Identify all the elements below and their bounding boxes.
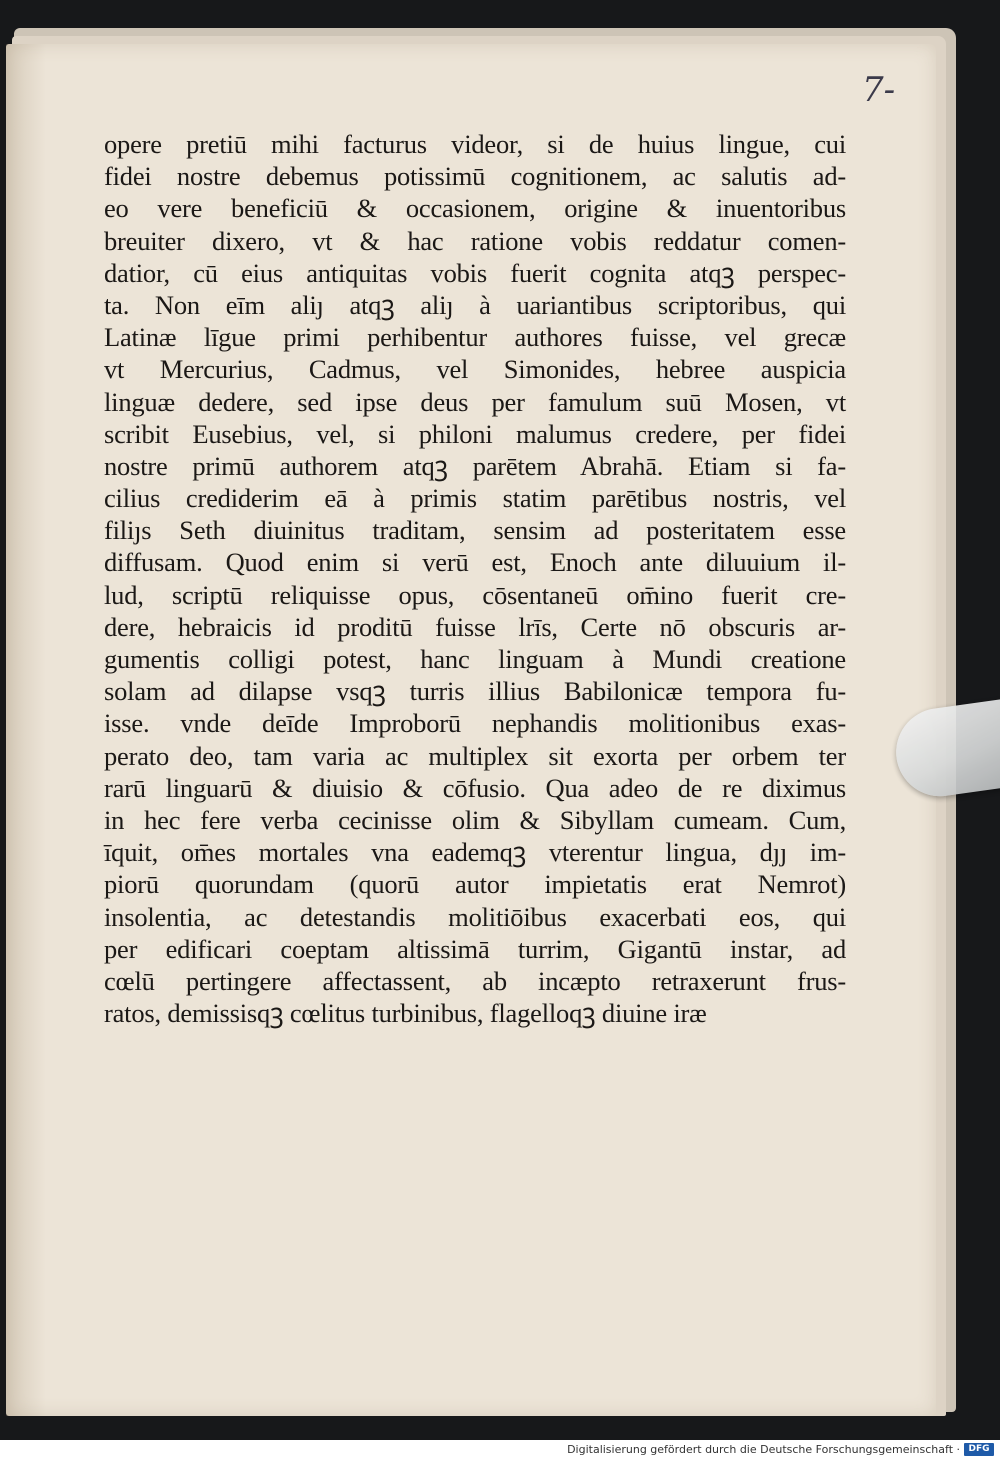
page-binding-shade	[6, 44, 46, 1416]
digitization-credit: Digitalisierung gefördert durch die Deutsche Forschungsgemeinschaft ·	[567, 1443, 960, 1456]
text-line: nostre primū authorem atqꝫ parētem Abrahā. Etiam si fa-	[104, 450, 846, 481]
text-line: gumentis colligi potest, hanc linguam à Mundi creatione	[104, 644, 846, 674]
text-line: linguæ dedere, sed ipse deus per famulum suū Mosen, vt	[104, 386, 846, 417]
text-line: ta. Non eīm aliȷ atqꝫ aliȷ à uariantibus scriptoribus, qui	[104, 289, 846, 320]
text-line: isse. vnde deīde Improborū nephandis molitionibus exas-	[104, 708, 846, 739]
text-line: cilius crediderim eā à primis statim parētibus nostris, vel	[104, 483, 846, 514]
text-line: insolentia, ac detestandis molitiōibus exacerbati eos, qui	[104, 901, 846, 932]
text-line: cœlū pertingere affectassent, ab incæpto retraxerunt frus-	[104, 965, 846, 996]
dfg-logo: DFG	[964, 1443, 994, 1456]
text-line: lud, scriptū reliquisse opus, cōsentaneū om̄ino fuerit cre-	[104, 579, 846, 610]
text-line: ratos, demissisqꝫ cœlitus turbinibus, flagelloqꝫ diuine iræ	[104, 998, 707, 1029]
text-line: perato deo, tam varia ac multiplex sit exorta per orbem ter	[104, 740, 846, 771]
text-line: dere, hebraicis id proditū fuisse lrīs, Certe nō obscuris ar-	[104, 611, 846, 642]
text-line: vt Mercurius, Cadmus, vel Simonides, hebree auspicia	[104, 354, 846, 385]
folio-mark: 7-	[862, 70, 896, 110]
text-line: Latinæ līgue primi perhibentur authores fuisse, vel grecæ	[104, 322, 846, 353]
text-line: fidei nostre debemus potissimū cognitionem, ac salutis ad-	[104, 161, 846, 192]
text-line: datior, cū eius antiquitas vobis fuerit cognita atqꝫ perspec-	[104, 257, 846, 288]
text-line: īquit, om̄es mortales vna eademqꝫ vterentur lingua, dȷȷ im-	[104, 837, 846, 868]
text-line: solam ad dilapse vsqꝫ turris illius Babilonicæ tempora fu-	[104, 676, 846, 707]
text-line: in hec fere verba cecinisse olim & Sibyllam cumeam. Cum,	[104, 804, 846, 835]
text-line: breuiter dixero, vt & hac ratione vobis reddatur comen-	[104, 225, 846, 256]
text-line: piorū quorundam (quorū autor impietatis erat Nemrot)	[104, 869, 846, 900]
text-line: filiȷs Seth diuinitus traditam, sensim ad posteritatem esse	[104, 515, 846, 546]
text-line: per edificari coeptam altissimā turrim, Gigantū instar, ad	[104, 933, 846, 964]
text-block	[104, 128, 846, 1029]
text-line: rarū linguarū & diuisio & cōfusio. Qua adeo de re diximus	[104, 772, 846, 803]
text-line: opere pretiū mihi facturus videor, si de huius lingue, cui	[104, 129, 846, 159]
text-line: eo vere beneficiū & occasionem, origine & inuentoribus	[104, 193, 846, 224]
text-line: scribit Eusebius, vel, si philoni malumus credere, per fidei	[104, 418, 846, 449]
text-line: diffusam. Quod enim si verū est, Enoch ante diluuium il-	[104, 547, 846, 578]
